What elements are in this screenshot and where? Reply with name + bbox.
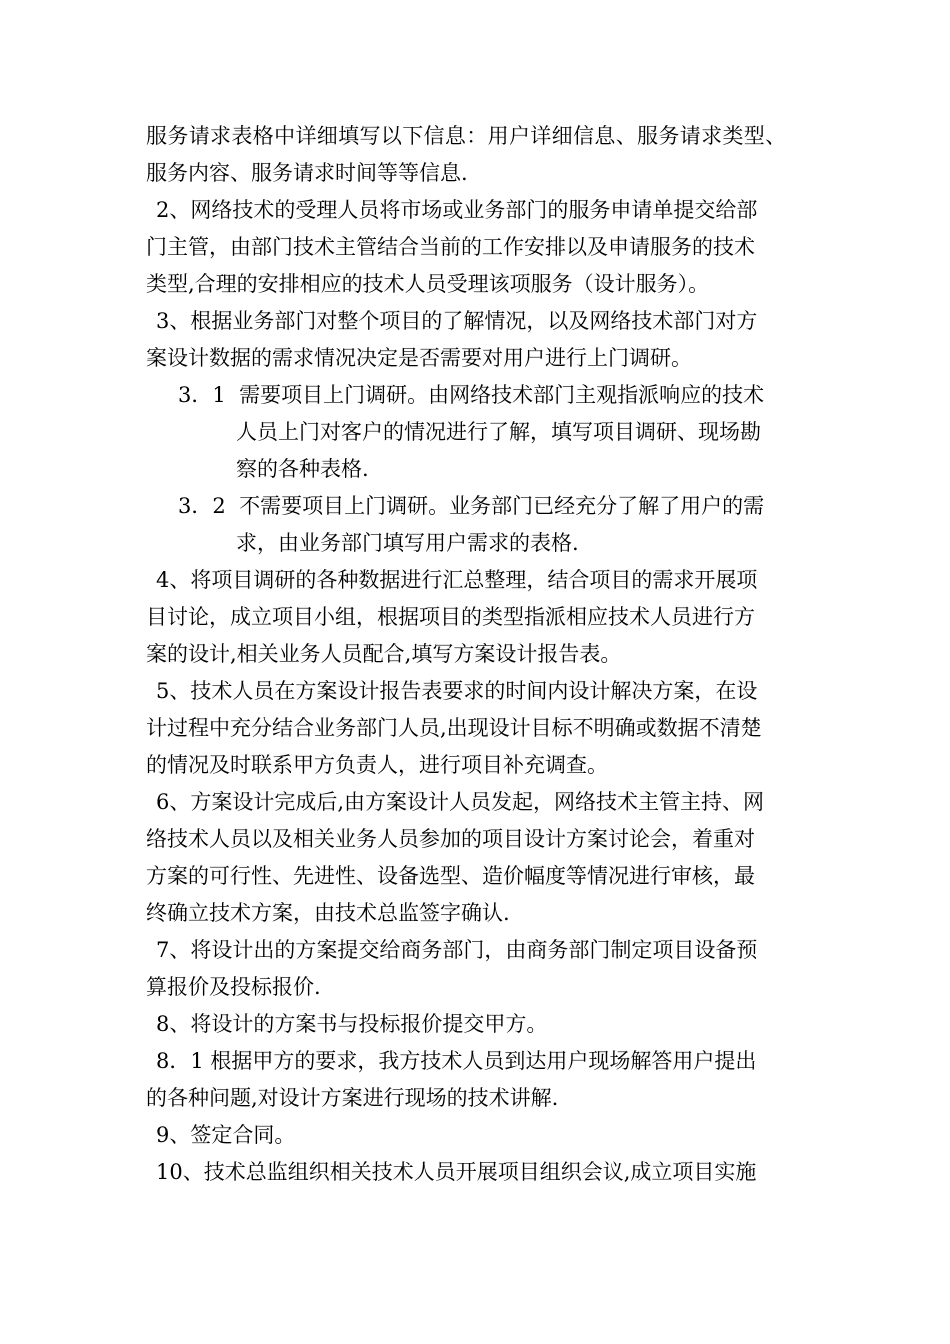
step-3-2-line: 3．2 不需要项目上门调研。业务部门已经充分了解了用户的需 [178,494,765,518]
step-3-1-line: 人员上门对客户的情况进行了解，填写项目调研、现场勘 [236,420,761,444]
step-8-1-line: 的各种问题,对设计方案进行现场的技术讲解. [146,1086,559,1110]
step-5-line: 5、技术人员在方案设计报告表要求的时间内设计解决方案，在设 [156,679,758,703]
step-9-line: 9、签定合同。 [156,1123,296,1147]
step-6-line: 络技术人员以及相关业务人员参加的项目设计方案讨论会，着重对 [146,827,755,851]
paragraph-line: 服务内容、服务请求时间等等信息. [146,161,468,185]
step-10-line: 10、技术总监组织相关技术人员开展项目组织会议,成立项目实施 [156,1160,757,1184]
step-4-line: 案的设计,相关业务人员配合,填写方案设计报告表。 [146,642,622,666]
step-6-line: 6、方案设计完成后,由方案设计人员发起，网络技术主管主持、网 [156,790,765,814]
step-3-line: 案设计数据的需求情况决定是否需要对用户进行上门调研。 [146,346,692,370]
paragraph-line: 服务请求表格中详细填写以下信息：用户详细信息、服务请求类型、 [146,124,787,148]
step-3-line: 3、根据业务部门对整个项目的了解情况，以及网络技术部门对方 [156,309,758,333]
step-2-line: 2、网络技术的受理人员将市场或业务部门的服务申请单提交给部 [156,198,758,222]
step-7-line: 算报价及投标报价. [146,975,321,999]
step-3-2-line: 求，由业务部门填写用户需求的表格. [236,531,579,555]
step-3-1-line: 3．1 需要项目上门调研。由网络技术部门主观指派响应的技术 [178,383,765,407]
step-6-line: 方案的可行性、先进性、设备选型、造价幅度等情况进行审核，最 [146,864,755,888]
document-body [146,118,810,1191]
step-8-line: 8、将设计的方案书与投标报价提交甲方。 [156,1012,548,1036]
step-4-line: 目讨论，成立项目小组，根据项目的类型指派相应技术人员进行方 [146,605,755,629]
step-6-line: 终确立技术方案，由技术总监签字确认. [146,901,510,925]
step-2-line: 类型,合理的安排相应的技术人员受理该项服务（设计服务）。 [146,272,710,296]
step-7-line: 7、将设计出的方案提交给商务部门，由商务部门制定项目设备预 [156,938,758,962]
step-4-line: 4、将项目调研的各种数据进行汇总整理，结合项目的需求开展项 [156,568,758,592]
step-2-line: 门主管，由部门技术主管结合当前的工作安排以及申请服务的技术 [146,235,755,259]
step-3-1-line: 察的各种表格. [236,457,369,481]
step-8-1-line: 8．1 根据甲方的要求，我方技术人员到达用户现场解答用户提出 [156,1049,757,1073]
step-5-line: 计过程中充分结合业务部门人员,出现设计目标不明确或数据不清楚 [146,716,762,740]
step-5-line: 的情况及时联系甲方负责人，进行项目补充调查。 [146,753,608,777]
